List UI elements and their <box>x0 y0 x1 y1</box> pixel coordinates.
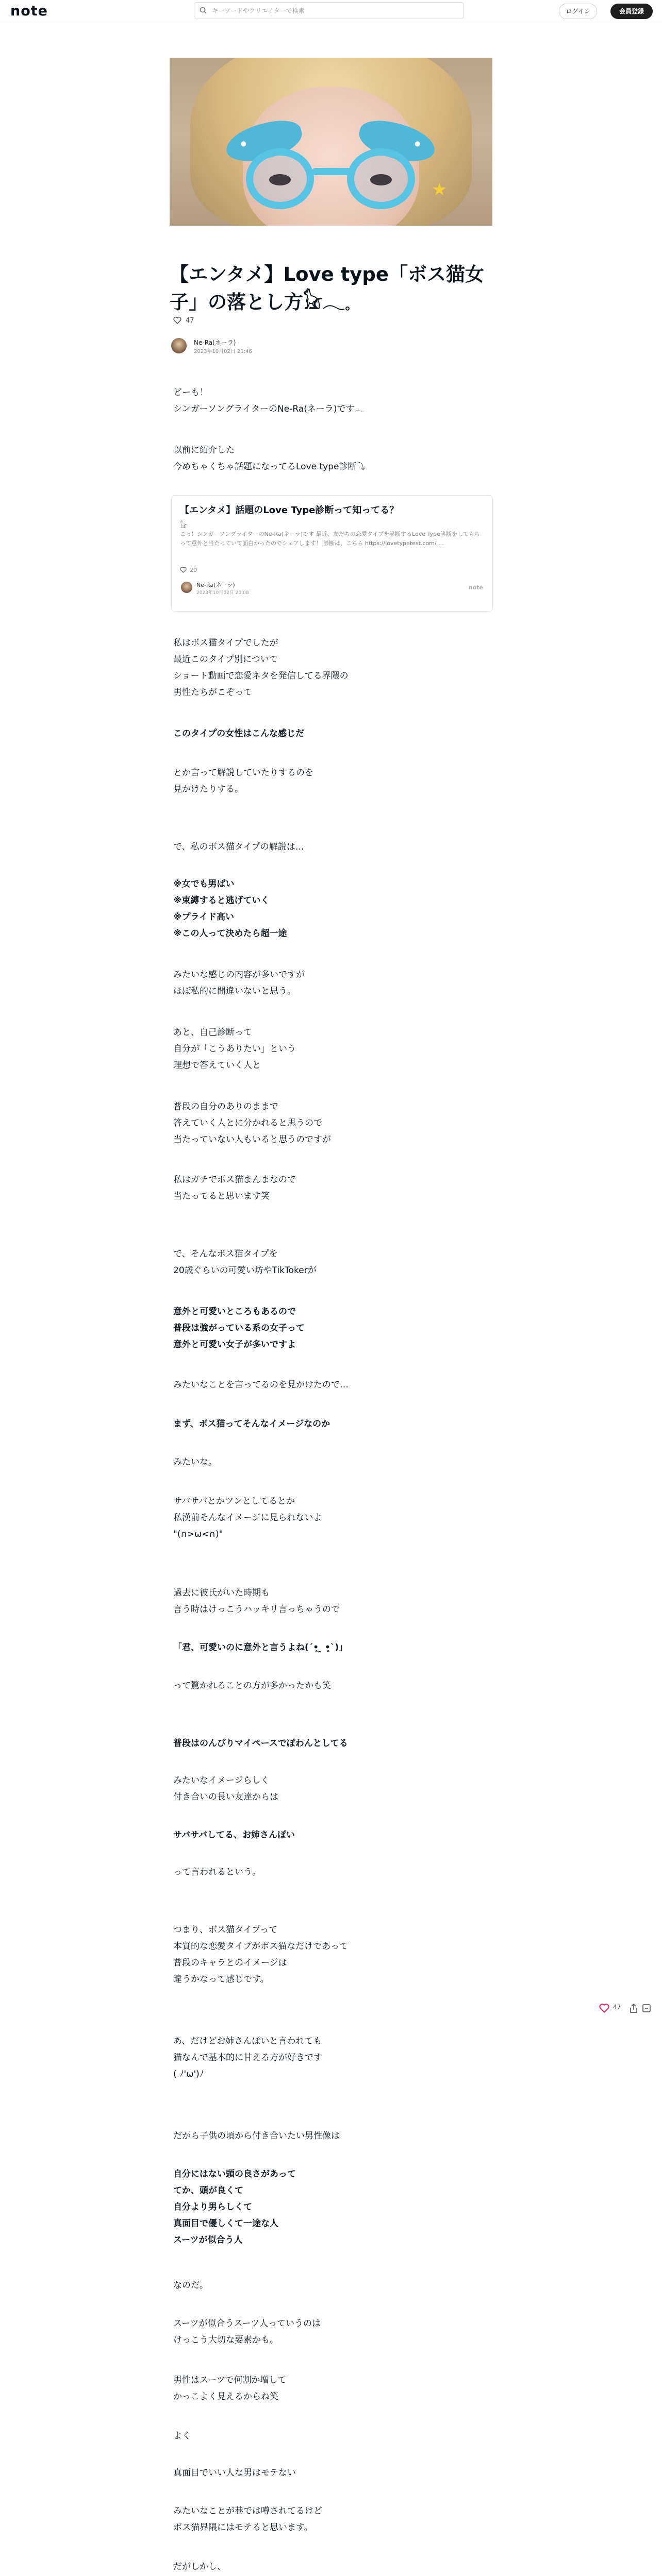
embed-description: こっ！シンガーソングライターのNe-Ra(ネーラ)です 最近、友だちの恋愛タイプを診断するLove Type診断をしてもらって意外と当たっていて面白かったのでシェアします！ 診断は、こちら https://lovetypetest.com/ ... <box>180 531 480 547</box>
paragraph: 普段の自分のありのままで 答えていく人とに分かれると思うので 当たっていない人もいると思うのですが <box>173 1101 331 1145</box>
search-icon <box>200 7 207 14</box>
paragraph: サバサバとかツンとしてるとか 私漢前そんなイメージに見られないよ "(∩>ω<∩)" <box>173 1496 322 1539</box>
paragraph-bold: 意外と可愛いところもあるので 普段は強がっている系の女子って 意外と可愛い女子が多いですよ <box>173 1307 305 1350</box>
note-logo[interactable]: note <box>10 3 48 19</box>
like-count-top[interactable] <box>173 316 194 325</box>
paragraph: で、私のボス猫タイプの解説は… <box>173 842 304 852</box>
paragraph: みたいなことを言ってるのを見かけたので… <box>173 1380 349 1390</box>
site-header <box>0 0 662 23</box>
author-name[interactable]: Ne-Ra(ネーラ) <box>194 339 236 346</box>
embed-author: Ne-Ra(ネーラ) <box>196 582 235 588</box>
share-icon[interactable] <box>629 2003 638 2013</box>
search-input[interactable] <box>211 5 455 16</box>
paragraph: って驚かれることの方が多かったかも笑 <box>173 1681 331 1691</box>
paragraph: みたいなことが巷では噂されてるけど ボス猫界隈にはモテると思います。 <box>173 2506 322 2533</box>
paragraph: で、そんなボス猫タイプを 20歳ぐらいの可愛い坊やTikTokerが <box>173 1249 317 1276</box>
embed-emoji: 𓃠 <box>180 522 188 530</box>
paragraph-bold: まず、ボス猫ってそんなイメージなのか <box>173 1419 330 1429</box>
embed-title: 【エンタメ】話題のLove Type診断って知ってる？ <box>180 505 399 516</box>
paragraph: どーも！ シンガーソングライターのNe-Ra(ネーラ)です𓂃 <box>173 387 365 414</box>
publish-date: 2023年10月02日 21:46 <box>194 349 252 354</box>
paragraph-bold: ※女でも男ばい ※束縛すると逃げていく ※プライド高い ※この人って決めたら超一途 <box>173 879 287 939</box>
more-options-icon[interactable] <box>641 2003 652 2013</box>
paragraph: あ、だけどお姉さんぽいと言われても 猫なんで基本的に甘える方が好きです ( ﾉ'ω')ﾉ <box>173 2036 322 2079</box>
embed-date: 2023年10月02日 20:08 <box>196 590 249 596</box>
paragraph: スーツが似合うスーツ人っていうのは けっこう大切な要素かも。 <box>173 2318 321 2345</box>
paragraph: みたいな。 <box>173 1457 217 1467</box>
paragraph-bold: 「君、可愛いのに意外と言うよね(´•̥ ̯ •̥`)」 <box>173 1642 348 1653</box>
paragraph: あと、自己診断って 自分が「こうありたい」という 理想で答えていく人と <box>173 1027 296 1071</box>
embed-note-logo: note <box>468 584 483 591</box>
paragraph-bold: サバサバしてる、お姉さんぽい <box>173 1830 295 1840</box>
side-action-bar <box>599 2002 656 2015</box>
paragraph-bold: このタイプの女性はこんな感じだ <box>173 728 305 739</box>
paragraph: だから子供の頃から付き合いたい男性像は <box>173 2131 340 2141</box>
like-count: 47 <box>186 317 194 325</box>
paragraph: とか言って解説していたりするのを 見かけたりする。 <box>173 768 313 794</box>
like-heart-icon[interactable] <box>599 2003 609 2013</box>
paragraph-bold: 自分にはない頭の良さがあって てか、頭が良くて 自分より男らしくて 真面目で優しくて一途な人 スーツが似合う人 <box>173 2169 296 2245</box>
paragraph: って言われるという。 <box>173 1867 261 1877</box>
paragraph: 過去に彼氏がいた時期も 言う時はけっこうハッキリ言っちゃうので <box>173 1588 340 1615</box>
search-box[interactable] <box>194 2 464 19</box>
embed-author-avatar <box>181 582 192 593</box>
login-button[interactable]: ログイン <box>559 4 597 19</box>
article-title: 【エンタメ】Love type「ボス猫女子」の落とし方𓃠𓂃𓈒 <box>170 263 484 313</box>
embedded-article-card[interactable] <box>171 495 493 612</box>
embed-like-count: 20 <box>190 567 197 573</box>
side-like-count: 47 <box>613 2004 621 2011</box>
embed-likes <box>180 567 197 573</box>
author-avatar[interactable] <box>171 338 187 353</box>
paragraph-bold: 普段はのんびりマイペースでぽわんとしてる <box>173 1738 348 1749</box>
paragraph: 男性はスーツで何割か増して かっこよく見えるからね笑 <box>173 2375 287 2402</box>
paragraph: 以前に紹介した 今めちゃくちゃ話題になってるLove type診断⤵︎ <box>173 445 366 472</box>
paragraph: 真面目でいい人な男はモテない <box>173 2468 296 2478</box>
paragraph: 私はボス猫タイプでしたが 最近このタイプ別について ショート動画で恋愛ネタを発信してる界隈の 男性たちがこぞって <box>173 638 349 698</box>
paragraph: 私はガチでボス猫まんまなので 当たってると思います笑 <box>173 1175 296 1201</box>
star-decoration: ★ <box>432 179 448 200</box>
paragraph: だがしかし、 <box>173 2562 226 2572</box>
heart-icon <box>180 567 187 573</box>
signup-button[interactable]: 会員登録 <box>610 4 653 19</box>
paragraph: つまり、ボス猫タイプって 本質的な恋愛タイプがボス猫なだけであって 普段のキャラとのイメージは 違うかなって感じです。 <box>173 1925 348 1985</box>
heart-icon <box>173 316 181 324</box>
article-hero-image <box>170 58 492 226</box>
paragraph: よく <box>173 2431 191 2441</box>
paragraph: みたいな感じの内容が多いですが ほぼ私的に間違いないと思う。 <box>173 970 305 996</box>
paragraph: なのだ。 <box>173 2280 208 2291</box>
paragraph: みたいなイメージらしく 付き合いの長い友達からは <box>173 1775 278 1802</box>
